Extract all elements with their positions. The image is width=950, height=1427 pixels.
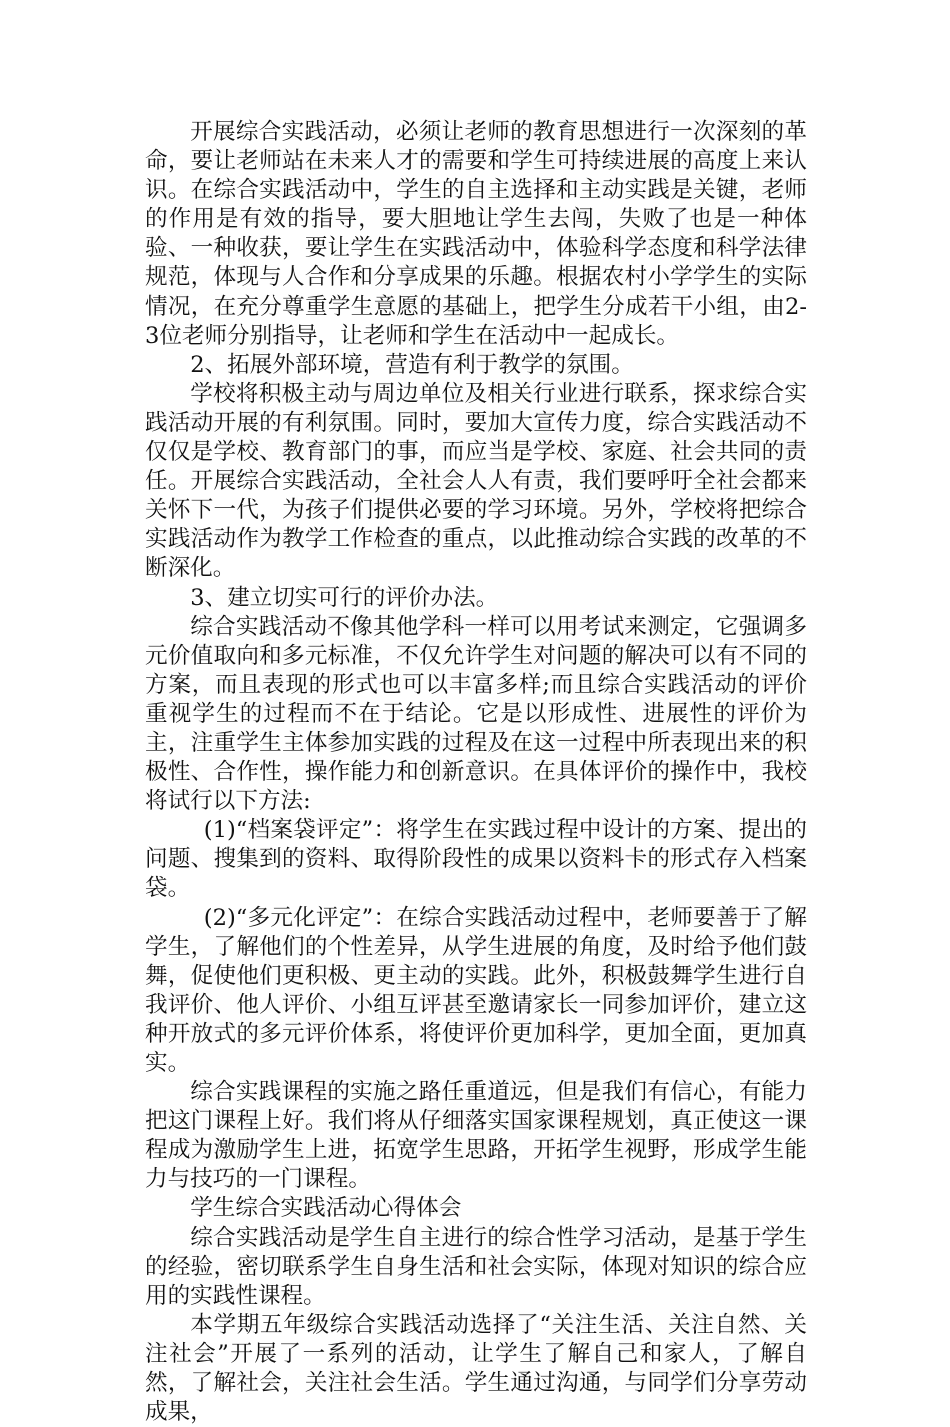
document-page [145, 118, 807, 1427]
heading-external-environment: 2、拓展外部环境，营造有利于教学的氛围。 [190, 351, 634, 378]
paragraph-external-environment: 学校将积极主动与周边单位及相关行业进行联系，探求综合实践活动开展的有利氛围。同时，要加大宣传力度，综合实践活动不仅仅是学校、教育部门的事，而应当是学校、家庭、社会共同的责任。开展综合实践活动，全社会人人有责，我们要呼吁全社会都来关怀下一代，为孩子们提供必要的学习环境。另外，学校将把综合实践活动作为教学工作检查的重点，以此推动综合实践的改革的不断深化。 [145, 380, 807, 582]
paragraph-practice-definition: 综合实践活动是学生自主进行的综合性学习活动，是基于学生的经验，密切联系学生自身生活和社会实际，体现对知识的综合应用的实践性课程。 [145, 1224, 807, 1309]
paragraph-course-conclusion: 综合实践课程的实施之路任重道远，但是我们有信心，有能力把这门课程上好。我们将从仔细落实国家课程规划，真正使这一课程成为激励学生上进，拓宽学生思路，开拓学生视野，形成学生能力与技巧的一门课程。 [145, 1079, 807, 1193]
paragraph-evaluation-method: 综合实践活动不像其他学科一样可以用考试来测定，它强调多元价值取向和多元标准，不仅允许学生对问题的解决可以有不同的方案，而且表现的形式也可以丰富多样;而且综合实践活动的评价重视学生的过程而不在于结论。它是以形成性、进展性的评价为主，注重学生主体参加实践的过程及在这一过程中所表现出来的积极性、合作性，操作能力和创新意识。在具体评价的操作中，我校将试行以下方法: [145, 613, 807, 815]
paragraph-portfolio-evaluation: (1)“档案袋评定”：将学生在实践过程中设计的方案、提出的问题、搜集到的资料、取得阶段性的成果以资料卡的形式存入档案袋。 [145, 817, 807, 902]
heading-evaluation-method: 3、建立切实可行的评价办法。 [190, 584, 499, 611]
paragraph-grade-five-activities: 本学期五年级综合实践活动选择了“关注生活、关注自然、关注社会”开展了一系列的活动，让学生了解自己和家人，了解自然，了解社会，关注社会生活。学生通过沟通，与同学们分享劳动成果， [145, 1311, 807, 1426]
section-title-reflections: 学生综合实践活动心得体会 [190, 1195, 462, 1222]
paragraph-diversified-evaluation: (2)“多元化评定”：在综合实践活动过程中，老师要善于了解学生，了解他们的个性差异，从学生进展的角度，及时给予他们鼓舞，促使他们更积极、更主动的实践。此外，积极鼓舞学生进行自我评价、他人评价、小组互评甚至邀请家长一同参加评价，建立这种开放式的多元评价体系，将使评价更加科学，更加全面，更加真实。 [145, 904, 807, 1076]
paragraph-teacher-thinking: 开展综合实践活动，必须让老师的教育思想进行一次深刻的革命，要让老师站在未来人才的需要和学生可持续进展的高度上来认识。在综合实践活动中，学生的自主选择和主动实践是关键，老师的作用是有效的指导，要大胆地让学生去闯，失败了也是一种体验、一种收获，要让学生在实践活动中，体验科学态度和科学法律规范，体现与人合作和分享成果的乐趣。根据农村小学学生的实际情况，在充分尊重学生意愿的基础上，把学生分成若干小组，由2-3位老师分别指导，让老师和学生在活动中一起成长。 [145, 119, 807, 349]
